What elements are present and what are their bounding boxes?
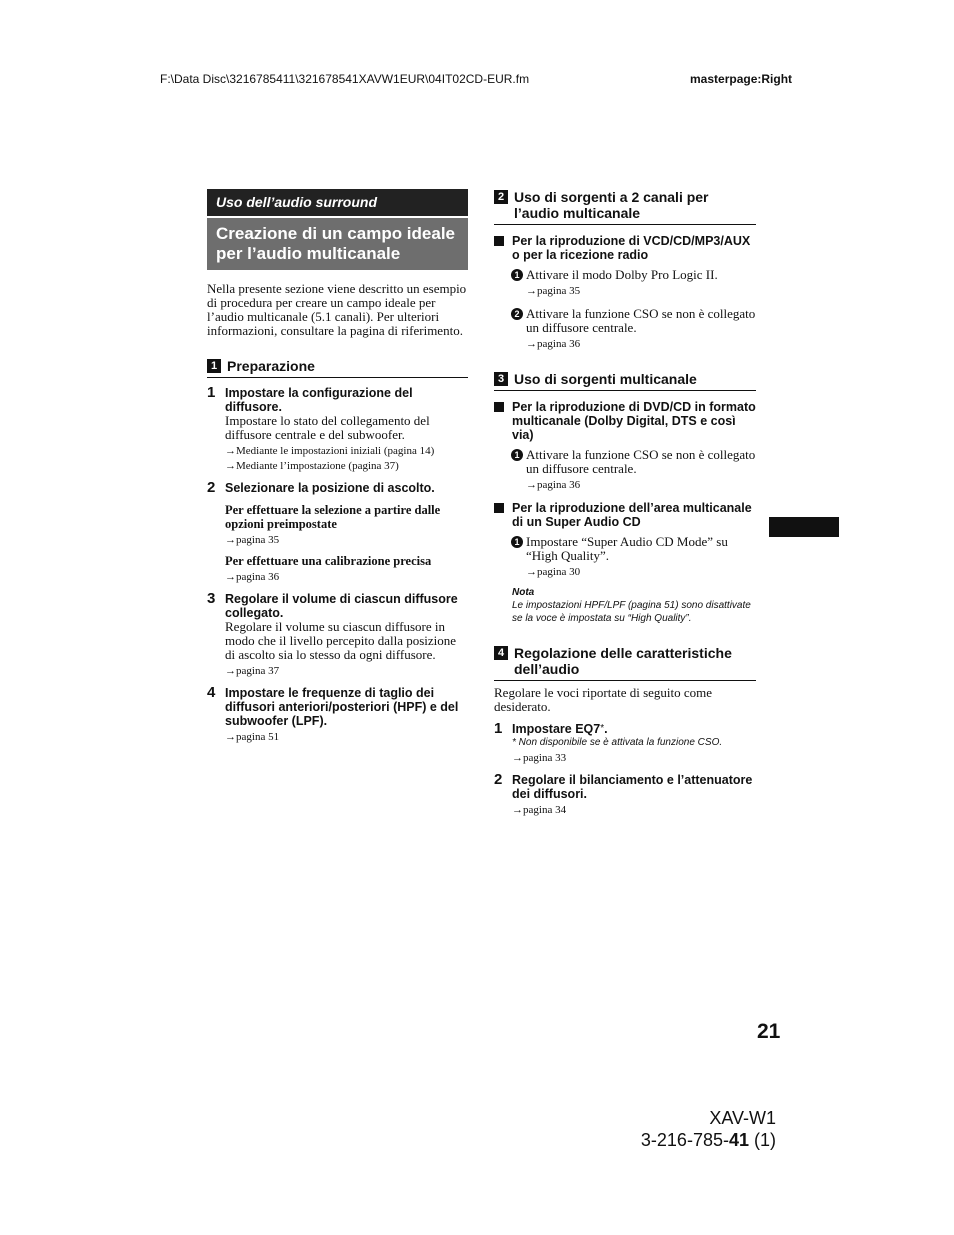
step-2 [494, 773, 756, 817]
model-name: XAV-W1 [709, 1108, 776, 1128]
step-text: Regolare il volume su ciascun diffusore in modo che il livello percepito dalla posizione di ascolto sia lo stesso da ogni diffusore. [225, 619, 457, 662]
bullet-item [494, 501, 756, 529]
step-number: 2 [207, 479, 216, 496]
square-bullet-icon [494, 236, 504, 246]
step-title: Selezionare la posizione di ascolto. [225, 481, 435, 495]
page-reference: →pagina 35 [225, 534, 280, 546]
step-number: 1 [207, 384, 216, 401]
bullet-text: Per la riproduzione di VCD/CD/MP3/AUX o per la ricezione radio [512, 234, 751, 262]
square-bullet-icon [494, 402, 504, 412]
step-number: 1 [494, 720, 503, 737]
section-4-heading [494, 645, 756, 681]
step-4 [207, 686, 468, 744]
step-1 [494, 722, 756, 765]
step-2 [207, 481, 468, 584]
step-title: Regolare il volume di ciascun diffusore collegato. [225, 592, 458, 620]
page-reference: →Mediante l’impostazione (pagina 37) [225, 460, 399, 472]
arrow-icon: → [526, 338, 537, 350]
page-title: Creazione di un campo ideale per l’audio multicanale [207, 218, 468, 270]
section-3-number: 3 [494, 372, 508, 386]
arrow-icon: → [225, 731, 236, 743]
note-heading: Nota [512, 587, 535, 598]
arrow-icon: → [526, 566, 537, 578]
note-text: Le impostazioni HPF/LPF (pagina 51) sono disattivate se la voce è impostata su “High Quality”. [512, 600, 751, 624]
section-1-heading [207, 358, 468, 378]
section-4-number: 4 [494, 646, 508, 660]
section-2-number: 2 [494, 190, 508, 204]
bullet-item [494, 400, 756, 442]
arrow-icon: → [225, 445, 236, 457]
part-number: 3-216-785-41 (1) [640, 1130, 776, 1150]
section-2 [494, 189, 756, 351]
arrow-icon: → [225, 534, 236, 546]
square-bullet-icon [494, 503, 504, 513]
section-1-title: Preparazione [227, 358, 315, 374]
numbered-item [511, 535, 756, 579]
footnote: * Non disponibile se è attivata la funzione CSO. [512, 737, 723, 748]
file-path: F:\Data Disc\3216785411\321678541XAVW1EUR\04IT02CD-EUR.fm [160, 72, 530, 86]
arrow-icon: → [225, 571, 236, 583]
item-text: Attivare la funzione CSO se non è collegato un diffusore centrale. [526, 447, 756, 476]
right-column [494, 189, 756, 817]
section-3-heading [494, 371, 756, 391]
model-code [641, 1107, 776, 1151]
section-4-intro: Regolare le voci riportate di seguito come desiderato. [494, 685, 713, 714]
bullet-item [494, 234, 756, 262]
left-column [207, 189, 468, 744]
step-1 [207, 386, 468, 473]
arrow-icon: → [225, 460, 236, 472]
step-title: Impostare EQ7*. [512, 722, 608, 736]
arrow-icon: → [526, 285, 537, 297]
section-4-title: Regolazione delle caratteristiche dell’audio [514, 645, 732, 677]
page-reference: →pagina 33 [512, 752, 567, 764]
arrow-icon: → [526, 479, 537, 491]
page-reference: →pagina 30 [526, 566, 581, 578]
masterpage-label: masterpage:Right [690, 72, 793, 86]
arrow-icon: → [512, 804, 523, 816]
section-2-heading [494, 189, 756, 225]
bullet-text: Per la riproduzione di DVD/CD in formato multicanale (Dolby Digital, DTS e così via) [512, 400, 756, 442]
circled-number-icon: 2 [511, 308, 523, 320]
step-title: Impostare la configurazione del diffusore. [225, 386, 413, 414]
section-category: Uso dell’audio surround [207, 189, 468, 216]
numbered-item [511, 268, 756, 298]
page-reference: →pagina 51 [225, 731, 280, 743]
circled-number-icon: 1 [511, 536, 523, 548]
numbered-item [511, 307, 756, 351]
step-number: 4 [207, 684, 216, 701]
page-reference: →pagina 34 [512, 804, 567, 816]
page-reference: →pagina 36 [225, 571, 280, 583]
circled-number-icon: 1 [511, 449, 523, 461]
page-reference: →pagina 36 [526, 479, 581, 491]
section-4 [494, 645, 756, 817]
page-reference: →Mediante le impostazioni iniziali (pagina 14) [225, 445, 435, 457]
circled-number-icon: 1 [511, 269, 523, 281]
arrow-icon: → [512, 752, 523, 764]
section-3 [494, 371, 756, 625]
step-number: 2 [494, 771, 503, 788]
chapter-tab-marker [769, 517, 839, 537]
item-text: Impostare “Super Audio CD Mode” su “High Quality”. [526, 534, 728, 563]
section-1-number: 1 [207, 359, 221, 373]
section-2-title: Uso di sorgenti a 2 canali per l’audio multicanale [514, 189, 709, 221]
item-text: Attivare il modo Dolby Pro Logic II. [526, 267, 718, 282]
step-subheading: Per effettuare la selezione a partire dalle opzioni preimpostate [225, 503, 441, 531]
bullet-text: Per la riproduzione dell’area multicanale di un Super Audio CD [512, 501, 752, 529]
step-subheading: Per effettuare una calibrazione precisa [225, 554, 432, 568]
numbered-item [511, 448, 756, 492]
item-text: Attivare la funzione CSO se non è collegato un diffusore centrale. [526, 306, 756, 335]
arrow-icon: → [225, 665, 236, 677]
step-number: 3 [207, 590, 216, 607]
step-3 [207, 592, 468, 678]
step-title: Regolare il bilanciamento e l’attenuatore dei diffusori. [512, 773, 753, 801]
page-number: 21 [757, 1020, 781, 1043]
intro-paragraph: Nella presente sezione viene descritto un esempio di procedura per creare un campo ideale per l’audio multicanale (5.1 canali). Per ulteriori informazioni, consultare la pagina di riferimento. [207, 281, 467, 338]
step-title: Impostare le frequenze di taglio dei diffusori anteriori/posteriori (HPF) e del subwoofer (LPF). [225, 686, 459, 728]
section-1 [207, 358, 468, 744]
page-reference: →pagina 35 [526, 285, 581, 297]
page-reference: →pagina 37 [225, 665, 280, 677]
section-3-title: Uso di sorgenti multicanale [514, 371, 697, 387]
step-text: Impostare lo stato del collegamento del diffusore centrale e del subwoofer. [225, 413, 430, 442]
page-reference: →pagina 36 [526, 338, 581, 350]
